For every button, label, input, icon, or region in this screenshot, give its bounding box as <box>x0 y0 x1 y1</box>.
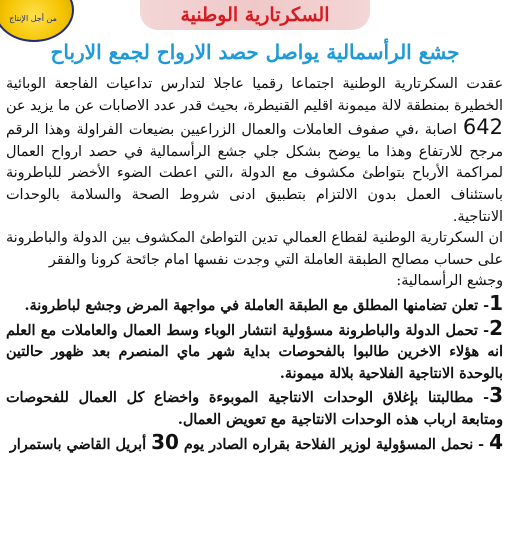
p2-line2: على حساب مصالح الطبقة العاملة التي وجدت نفسها امام جائحة كرونا والفقر <box>48 251 503 268</box>
p2-line1: ان السكرتارية الوطنية لقطاع العمالي تدين التواطئ المكشوف بين الدولة والباطرونة <box>6 230 503 247</box>
paragraph-2 <box>6 228 503 293</box>
p1-line1: عقدت السكرتارية الوطنية اجتماعا رقميا عاجلا لتدارس تداعيات الفاجعة الوبائية <box>6 76 503 92</box>
list-item: 1- تعلن تضامنها المطلق مع الطبقة العاملة في مواجهة المرض وجشع لباطرونة. <box>24 290 503 315</box>
union-logo <box>0 0 74 42</box>
list-item: 3- مطالبتنا بإغلاق الوحدات الانتاجية الموبوءة واخضاع كل العمال للفحوصات ومتابعة ارباب هذه الوحدات الانتاجية مع تعويض العمال. <box>6 383 503 428</box>
p1-line2: الخطيرة بمنطقة لالة ميمونة اقليم القنيطرة، بحيث قدر عدد الاصابات عن ما يزيد عن <box>6 97 503 114</box>
headline: جشع الرأسمالية يواصل حصد الارواح لجمع الارباح <box>50 40 460 64</box>
date-day: 30 <box>151 429 179 454</box>
p1-line7: الانتاجية. <box>452 208 503 225</box>
p1-line3: اصابة ،في صفوف العاملات والعمال الزراعيين بضيعات الفراولة وهذا الرقم <box>6 122 457 139</box>
logo-text: من أجل الإنتاج <box>9 14 57 23</box>
p1-line4: مرجح للارتفاع وهذا ما يوضح بشكل جلي جشع الرأسمالية في حصد ارواح العمال <box>6 143 503 160</box>
p1-line5: لمراكمة الأرباح بتواطئ مكشوف مع الدولة ،التي اعطت الضوء الأخضر للباطرونة <box>6 165 503 182</box>
paragraph-1 <box>6 74 503 228</box>
list-item: 2- تحمل الدولة والباطرونة مسؤولية انتشار الوباء وسط العمال والعاملات مع العلم انه هؤلاء الاخرين طالبوا بالفحوصات بداية شهر ماي المنصرم بعد ظهور حالتين بالوحدة الانتاجية الفلاحية بلالة ميمونة. <box>6 315 503 382</box>
org-title: السكرتارية الوطنية <box>180 4 330 26</box>
p1-line6: باستئناف العمل بدون الالتزام بتطبيق ادنى شروط الصحة والسلامة بالوحدات <box>6 186 503 203</box>
infection-count: 642 <box>462 115 503 140</box>
article-body <box>6 74 503 540</box>
header <box>0 0 509 38</box>
list-item: 4 - نحمل المسؤولية لوزير الفلاحة بقراره الصادر يوم 30 أبريل القاضي باستمرار <box>9 429 503 454</box>
p2-line3: وجشع الرأسمالية: <box>396 273 503 290</box>
